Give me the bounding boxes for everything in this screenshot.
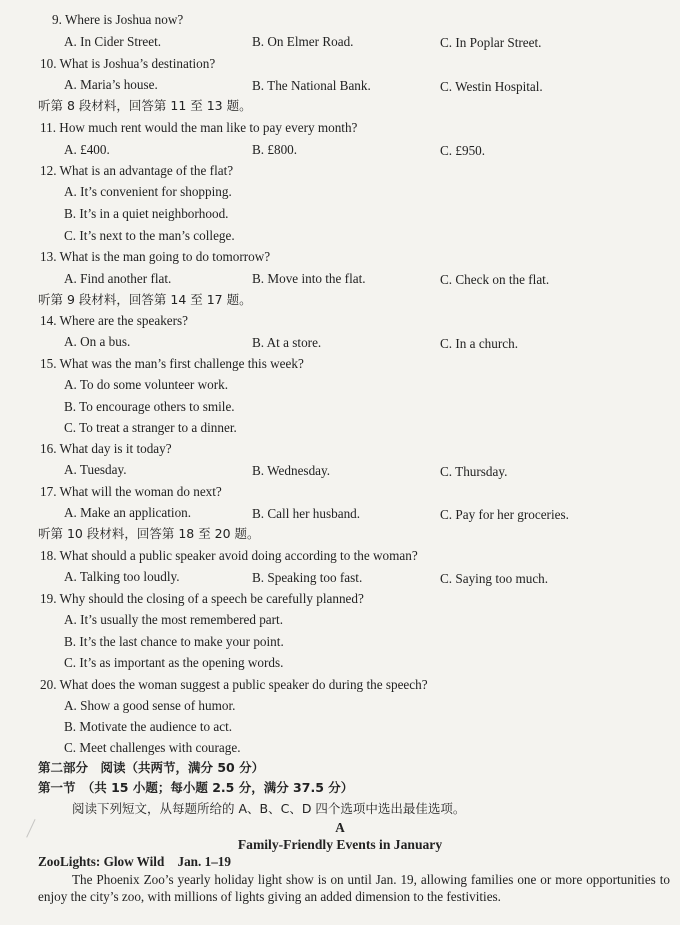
q12-option-c: C. It’s next to the man’s college. <box>64 228 235 243</box>
question-12: 12. What is an advantage of the flat? <box>40 163 234 178</box>
instruction-seg9: 听第 9 段材料，回答第 14 至 17 题。 <box>38 292 252 307</box>
q11-option-c: C. £950. <box>440 143 486 158</box>
q20-option-c: C. Meet challenges with courage. <box>64 740 241 755</box>
q13-option-a: A. Find another flat. <box>64 271 172 286</box>
q9-option-b: B. On Elmer Road. <box>252 34 354 49</box>
q11-option-a: A. £400. <box>64 142 110 157</box>
q19-option-a: A. It’s usually the most remembered part. <box>64 612 284 627</box>
question-14: 14. Where are the speakers? <box>40 313 189 328</box>
q10-option-a: A. Maria’s house. <box>64 77 158 92</box>
passage-title: Family-Friendly Events in January <box>237 837 443 852</box>
question-10: 10. What is Joshua’s destination? <box>40 56 216 71</box>
q12-option-b: B. It’s in a quiet neighborhood. <box>64 206 229 221</box>
q20-option-a: A. Show a good sense of humor. <box>64 698 236 713</box>
passage-letter: A <box>335 820 345 835</box>
question-17: 17. What will the woman do next? <box>40 484 222 499</box>
q13-option-b: B. Move into the flat. <box>252 271 366 286</box>
q9-option-c: C. In Poplar Street. <box>440 35 542 50</box>
event-heading: ZooLights: Glow Wild Jan. 1–19 <box>38 854 231 869</box>
q15-option-a: A. To do some volunteer work. <box>64 377 229 392</box>
event-paragraph <box>38 872 670 905</box>
q17-option-a: A. Make an application. <box>64 505 192 520</box>
q14-option-a: A. On a bus. <box>64 334 131 349</box>
q17-option-b: B. Call her husband. <box>252 506 361 521</box>
q16-option-b: B. Wednesday. <box>252 463 331 478</box>
part2-title: 第二部分 阅读（共两节，满分 50 分） <box>38 760 265 775</box>
q11-option-b: B. £800. <box>252 142 298 157</box>
question-19: 19. Why should the closing of a speech be carefully planned? <box>40 591 364 606</box>
q18-option-a: A. Talking too loudly. <box>64 569 180 584</box>
q18-option-b: B. Speaking too fast. <box>252 570 363 585</box>
question-13: 13. What is the man going to do tomorrow? <box>40 249 271 264</box>
q13-option-c: C. Check on the flat. <box>440 272 550 287</box>
q17-option-c: C. Pay for her groceries. <box>440 507 569 522</box>
q15-option-b: B. To encourage others to smile. <box>64 399 235 414</box>
q14-option-b: B. At a store. <box>252 335 322 350</box>
question-16: 16. What day is it today? <box>40 441 172 456</box>
question-18: 18. What should a public speaker avoid doing according to the woman? <box>40 548 418 563</box>
question-15: 15. What was the man’s first challenge this week? <box>40 356 304 371</box>
q16-option-a: A. Tuesday. <box>64 462 127 477</box>
instruction-seg10: 听第 10 段材料，回答第 18 至 20 题。 <box>38 526 260 541</box>
q19-option-c: C. It’s as important as the opening words. <box>64 655 284 670</box>
instruction-seg8: 听第 8 段材料，回答第 11 至 13 题。 <box>38 98 252 113</box>
q18-option-c: C. Saying too much. <box>440 571 549 586</box>
part2-directions: 阅读下列短文，从每题所给的 A、B、C、D 四个选项中选出最佳选项。 <box>72 801 466 816</box>
q12-option-a: A. It’s convenient for shopping. <box>64 184 232 199</box>
q19-option-b: B. It’s the last chance to make your point. <box>64 634 284 649</box>
q10-option-b: B. The National Bank. <box>252 78 371 93</box>
q15-option-c: C. To treat a stranger to a dinner. <box>64 420 237 435</box>
question-9: 9. Where is Joshua now? <box>52 12 184 27</box>
q10-option-c: C. Westin Hospital. <box>440 79 543 94</box>
part2-section1: 第一节 （共 15 小题；每小题 2.5 分，满分 37.5 分） <box>38 780 354 795</box>
q16-option-c: C. Thursday. <box>440 464 508 479</box>
q9-option-a: A. In Cider Street. <box>64 34 162 49</box>
question-20: 20. What does the woman suggest a public speaker do during the speech? <box>40 677 428 692</box>
question-11: 11. How much rent would the man like to pay every month? <box>40 120 358 135</box>
q20-option-b: B. Motivate the audience to act. <box>64 719 233 734</box>
q14-option-c: C. In a church. <box>440 336 518 351</box>
event-paragraph-text: The Phoenix Zoo’s yearly holiday light show is on until Jan. 19, allowing families one or more opportunities to enjoy the city’s zoo, with millions of lights giving an added dimension to the festivities. <box>38 872 670 904</box>
